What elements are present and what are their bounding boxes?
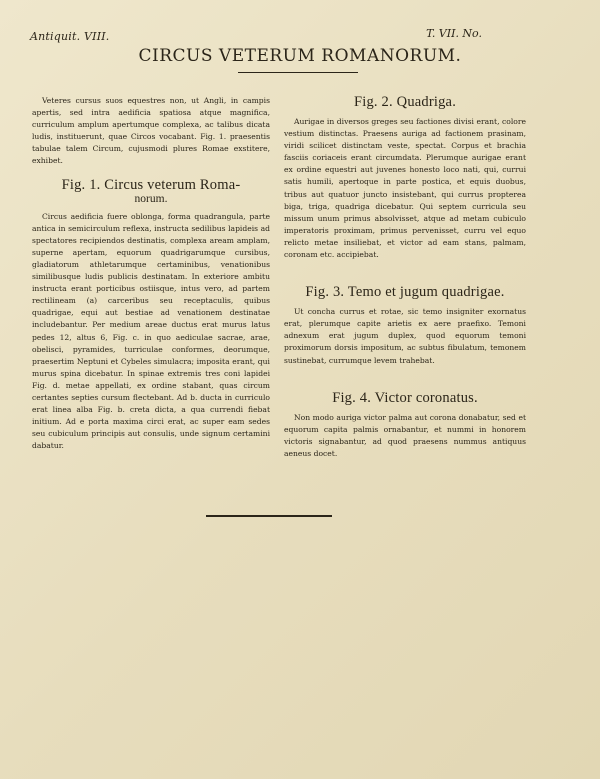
fig4-paragraph: Non modo auriga victor palma aut corona donabatur, sed et equorum capita palmis ornabantur, et nummi in honorem victoris signabantur, ad quod praesens nummus antiquus aeneus docet. (284, 412, 526, 458)
fig4-heading: Fig. 4. Victor coronatus. (332, 389, 478, 406)
fig1-heading: Fig. 1. Circus veterum Roma- (61, 176, 241, 193)
bottom-rule (206, 515, 332, 517)
fig1-heading-cont: norum. (134, 192, 168, 205)
fig2-paragraph: Aurigae in diversos greges seu factiones divisi erant, colore vestium distinctas. Praesens auriga ad factionem prasinam, viridi scilicet distinctam veste, spectat. Corpus et brachia fasciis coriaceis erant circumdata. Plerumque aurigae erant ex ordine equestri aut juvenes honesto loco nati, qui, currui satis humili, apertoque in parte postica, et equis duobus, tribus aut quatuor juncto insistebant, qui currus propterea biga, triga, quadriga dicebatur. Qui septem curricula seu missum unum primus absolvisset, atque ad metam cubiculo imperatoris proximam, primus pervenisset, curru vel equo relicto metae insiliebat, et victor ad eam stans, palmam, coronam etc. accipiebat. (284, 117, 526, 260)
fig2-heading: Fig. 2. Quadriga. (353, 94, 457, 110)
page-title: CIRCUS VETERUM ROMANORUM. (138, 46, 462, 66)
fig1-paragraph: Circus aedificia fuere oblonga, forma quadrangula, parte antica in semicirculum reflexa, instructa sedilibus lapideis ad spectatores recipiendos destinatis, complexa aream amplam, superne apertam, equorum quadrigarumque cursibus, gladiatorum athletarumque certaminibus, venationibus similibusque ludis publicis destinatam. In exteriore ambitu instructa erant porticibus ostiisque, intus vero, ad partem rectilineam (a) carceribus seu receptaculis, quibus quadrigae, equi aut bestiae ad venationem destinatae includebantur. Per medium areae ductus erat murus latus pedes 12, altus 6, Fig. c. in quo aediculae sacrae, arae, obelisci, pyramides, turriculae conformes, deorumque, praesertim Neptuni et Cybeles simulacra; imposita erant, qui murus spina dicebatur. In spinae extremis tres coni lapidei Fig. d. metae appellati, ex ordine stabant, quas circum certantes septies cursum flectebant. Ad b. ducta in curriculo erat linea alba Fig. b. creta dicta, a qua currendi fiebat initium. Ad e porta maxima circi erat, ac super eam sedes seu cubiculum principis aut consulis, unde signum certamini dabatur. (32, 211, 270, 451)
volume-label: T. VII. No. (426, 27, 482, 40)
fig3-paragraph: Ut concha currus et rotae, sic temo insigniter exornatus erat, plerumque capite arietis ex aere praefixo. Temoni adnexum erat jugum duplex, quod equorum temoni proximorum dorsis impositum, ac subtus fibulatum, temonem sustinebat, currumque levem trahebat. (284, 307, 526, 365)
plate-label: Antiquit. VIII. (30, 30, 110, 43)
left-column (32, 95, 270, 452)
right-column (284, 95, 526, 460)
title-rule (238, 72, 358, 73)
fig3-heading: Fig. 3. Temo et jugum quadrigae. (305, 284, 505, 301)
intro-paragraph: Veteres cursus suos equestres non, ut Angli, in campis apertis, sed intra aedificia spatiosa atque magnifica, curriculum amplum apertumque complexa, ac talibus dicata ludis, instituerunt, quae Circos vocabant. Fig. 1. praesentis tabulae talem Circum, cujusmodi plures Romae exstitere, exhibet. (32, 96, 270, 166)
